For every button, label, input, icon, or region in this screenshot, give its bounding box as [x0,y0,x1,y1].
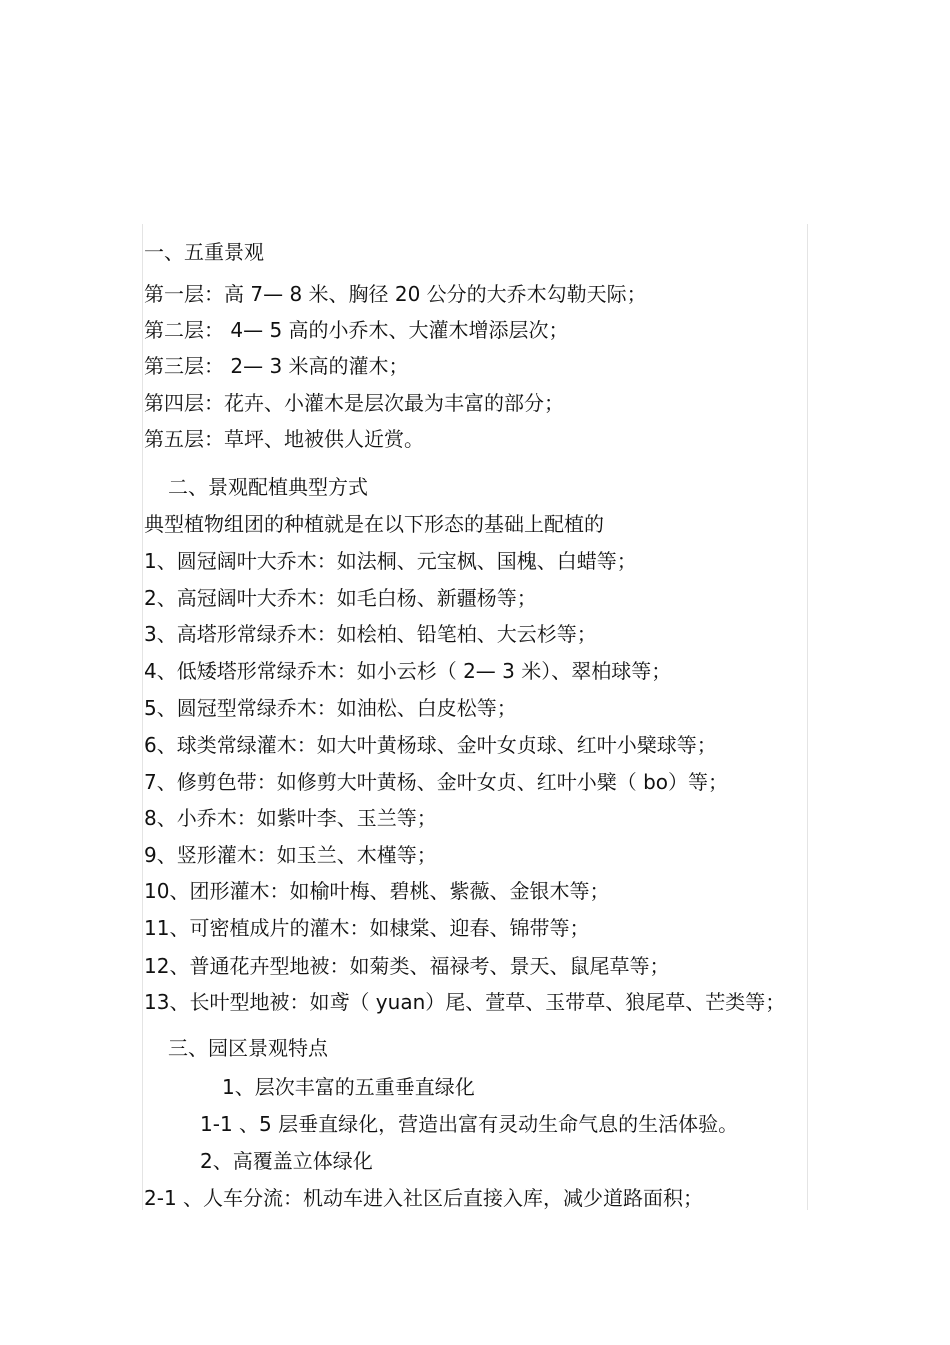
subheading-1: 1、层次丰富的五重垂直绿化 [222,1075,475,1099]
list-item: 11、可密植成片的灌木：如棣棠、迎春、锦带等； [144,916,590,940]
list-item: 10、团形灌木：如榆叶梅、碧桃、紫薇、金银木等； [144,879,610,903]
list-item: 6、球类常绿灌木：如大叶黄杨球、金叶女贞球、红叶小檗球等； [144,733,717,757]
list-item: 9、竖形灌木：如玉兰、木槿等； [144,843,437,867]
list-item: 12、普通花卉型地被：如菊类、福禄考、景天、鼠尾草等； [144,954,670,978]
list-item: 7、修剪色带：如修剪大叶黄杨、金叶女贞、红叶小檗（ bo）等； [144,770,729,794]
list-item: 4、低矮塔形常绿乔木：如小云杉（ 2— 3 米）、翠柏球等； [144,659,672,683]
subitem-2-1: 2-1 、人车分流：机动车进入社区后直接入库，减少道路面积； [144,1186,704,1210]
layer-line-1: 第一层：高 7— 8 米、胸径 20 公分的大乔木勾勒天际； [144,282,647,306]
subitem-1-1: 1-1 、5 层垂直绿化，营造出富有灵动生命气息的生活体验。 [200,1112,739,1136]
list-item: 5、圆冠型常绿乔木：如油松、白皮松等； [144,696,517,720]
list-item: 8、小乔木：如紫叶李、玉兰等； [144,806,437,830]
section-heading-2: 二、景观配植典型方式 [168,475,368,499]
section-2-intro: 典型植物组团的种植就是在以下形态的基础上配植的 [144,512,604,536]
list-item: 13、长叶型地被：如鸢（ yuan）尾、萱草、玉带草、狼尾草、芒类等； [144,990,786,1014]
section-heading-1: 一、五重景观 [144,240,264,264]
section-heading-3: 三、园区景观特点 [168,1036,328,1060]
layer-line-4: 第四层：花卉、小灌木是层次最为丰富的部分； [144,391,564,415]
layer-line-3: 第三层： 2— 3 米高的灌木； [144,354,409,378]
layer-line-5: 第五层：草坪、地被供人近赏。 [144,427,424,451]
subheading-2: 2、高覆盖立体绿化 [200,1149,373,1173]
layer-line-2: 第二层： 4— 5 高的小乔木、大灌木增添层次； [144,318,569,342]
list-item: 3、高塔形常绿乔木：如桧柏、铅笔柏、大云杉等； [144,622,597,646]
list-item: 2、高冠阔叶大乔木：如毛白杨、新疆杨等； [144,586,537,610]
list-item: 1、圆冠阔叶大乔木：如法桐、元宝枫、国槐、白蜡等； [144,549,637,573]
